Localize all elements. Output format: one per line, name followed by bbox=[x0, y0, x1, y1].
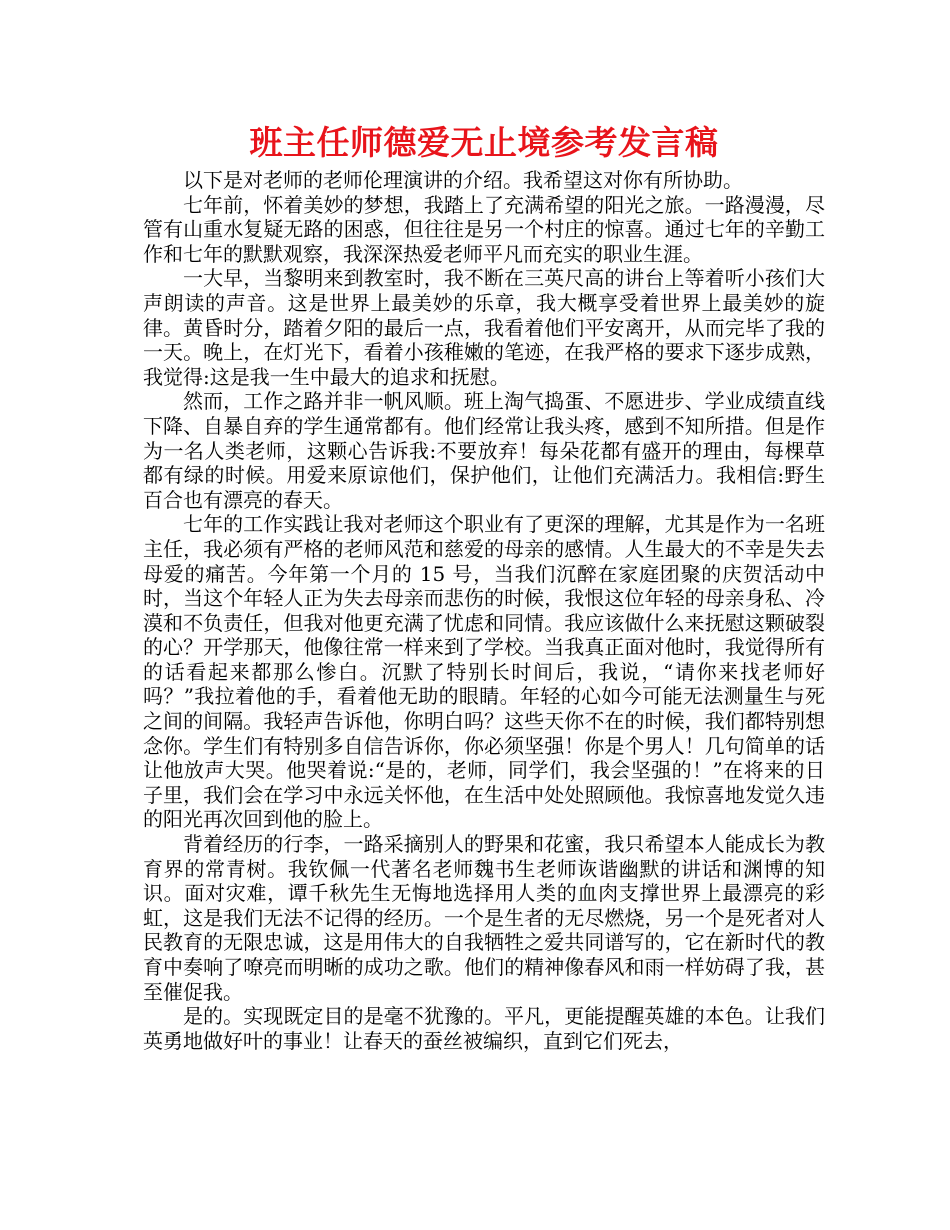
paragraph-seven-years-ago: 七年前，怀着美妙的梦想，我踏上了充满希望的阳光之旅。一路漫漫，尽管有山重水复疑无路的困惑，但往往是另一个村庄的惊喜。通过七年的辛勤工作和七年的默默观察，我深深热爱老师平凡而充实的职业生涯。 bbox=[143, 192, 825, 266]
paragraph-class-teacher-story: 七年的工作实践让我对老师这个职业有了更深的理解，尤其是作为一名班主任，我必须有严格的老师风范和慈爱的母亲的感情。人生最大的不幸是失去母爱的痛苦。今年第一个月的 15 号，当我们沉醉在家庭团聚的庆贺活动中时，当这个年轻人正为失去母亲而悲伤的时候，我恨这位年轻的母亲身私、冷漠和不负责任，但我对他更充满了忧虑和同情。我应该做什么来抚慰这颗破裂的心？开学那天，他像往常一样来到了学校。当我真正面对他时，我觉得所有的话看起来都那么惨白。沉默了特别长时间后，我说，“请你来找老师好吗？”我拉着他的手，看着他无助的眼睛。年轻的心如今可能无法测量生与死之间的间隔。我轻声告诉他，你明白吗？这些天你不在的时候，我们都特别想念你。学生们有特别多自信告诉你，你必须坚强！你是个男人！几句简单的话让他放声大哭。他哭着说:“是的，老师，同学们，我会坚强的！”在将来的日子里，我们会在学习中永远关怀他，在生活中处处照顾他。我惊喜地发觉久违的阳光再次回到他的脸上。 bbox=[143, 512, 825, 832]
document-title: 班主任师德爱无止境参考发言稿 bbox=[249, 123, 719, 162]
paragraph-early-morning: 一大早，当黎明来到教室时，我不断在三英尺高的讲台上等着听小孩们大声朗读的声音。这是世界上最美妙的乐章，我大概享受着世界上最美妙的旋律。黄昏时分，踏着夕阳的最后一点，我看着他们平安离开，从而完毕了我的一天。晚上，在灯光下，看着小孩稚嫩的笔迹，在我严格的要求下逐步成熟，我觉得:这是我一生中最大的追求和抚慰。 bbox=[143, 266, 825, 389]
paragraph-not-smooth: 然而，工作之路并非一帆风顺。班上淘气捣蛋、不愿进步、学业成绩直线下降、自暴自弃的学生通常都有。他们经常让我头疼，感到不知所措。但是作为一名人类老师，这颗心告诉我:不要放弃！每朵花都有盛开的理由，每棵草都有绿的时候。用爱来原谅他们，保护他们，让他们充满活力。我相信:野生百合也有漂亮的春天。 bbox=[143, 389, 825, 512]
paragraph-role-models: 背着经历的行李，一路采摘别人的野果和花蜜，我只希望本人能成长为教育界的常青树。我钦佩一代著名老师魏书生老师诙谐幽默的讲话和渊博的知识。面对灾难，谭千秋先生无悔地选择用人类的血肉支撑世界上最漂亮的彩虹，这是我们无法不记得的经历。一个是生者的无尽燃烧，另一个是死者对人民教育的无限忠诚，这是用伟大的自我牺牲之爱共同谱写的，它在新时代的教育中奏响了嘹亮而明晰的成功之歌。他们的精神像春风和雨一样妨碍了我，甚至催促我。 bbox=[143, 832, 825, 1004]
paragraph-closing: 是的。实现既定目的是毫不犹豫的。平凡，更能提醒英雄的本色。让我们英勇地做好叶的事业！让春天的蚕丝被编织，直到它们死去， bbox=[143, 1004, 825, 1053]
document-page bbox=[143, 118, 825, 1053]
paragraph-intro: 以下是对老师的老师伦理演讲的介绍。我希望这对你有所协助。 bbox=[183, 168, 743, 192]
